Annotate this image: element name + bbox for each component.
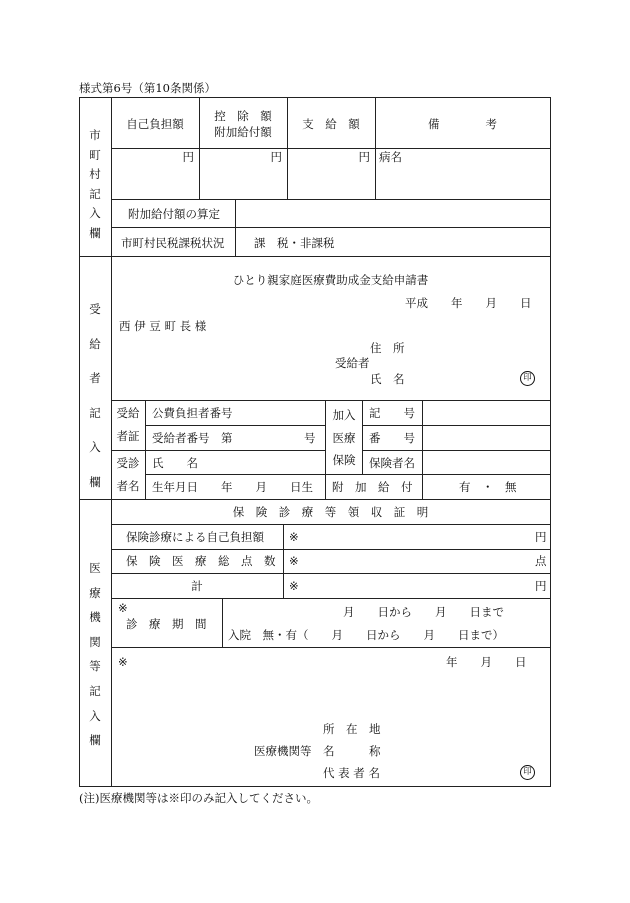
application-date: 平成 年 月 日 — [405, 296, 532, 310]
insurance-label-2: 医療 — [332, 431, 356, 445]
insurance-label-1: 加入 — [332, 408, 356, 422]
cert-label-1: 受給 — [116, 406, 140, 420]
self-pay-insurance-label: 保険診療による自己負担額 — [126, 530, 264, 544]
recipient-label: 受給者 — [335, 356, 370, 370]
hospitalization-line: 入院 無・有（ 月 日から 月 日まで） — [228, 628, 504, 642]
addressee: 西 伊 豆 町 長 様 — [119, 319, 207, 333]
supplement-benefit-options: 有 ・ 無 — [459, 480, 517, 494]
total-label: 計 — [191, 579, 203, 593]
mark-row2: ※ — [289, 554, 299, 568]
application-title: ひとり親家庭医療費助成金支給申請書 — [232, 273, 429, 287]
receipt-title: 保 険 診 療 等 領 収 証 明 — [232, 505, 429, 519]
col-deduction-header: 控 除 額 — [214, 109, 272, 123]
col-supplement-header: 附加給付額 — [214, 125, 272, 139]
seal-icon: 印 — [520, 765, 535, 780]
number-label: 番 号 — [369, 431, 415, 445]
patient-label-2: 者名 — [116, 479, 140, 493]
municipal-side-label: 市 町 村 記 入 欄 — [89, 128, 101, 240]
row3-yen: 円 — [535, 579, 547, 593]
payment-yen: 円 — [358, 150, 370, 164]
address-label: 住 所 — [370, 341, 405, 355]
insurer-name-label: 保険者名 — [369, 456, 415, 470]
mark-row1: ※ — [289, 530, 299, 544]
tax-status-label: 市町村民税課税状況 — [121, 236, 225, 250]
symbol-label: 記 号 — [369, 406, 415, 420]
insurance-label-3: 保険 — [332, 453, 356, 467]
col-self-pay-header: 自己負担額 — [126, 117, 184, 131]
cert-label-2: 者証 — [116, 429, 140, 443]
col-payment-header: 支 給 額 — [302, 117, 360, 131]
birthdate-label: 生年月日 年 月 日生 — [152, 480, 313, 494]
footer-note: (注)医療機関等は※印のみ記入してください。 — [79, 791, 318, 805]
patient-name-label: 氏 名 — [152, 456, 198, 470]
col-remarks-header: 備 考 — [428, 117, 497, 131]
mark-certification: ※ — [118, 655, 128, 669]
recipient-number-go: 号 — [304, 431, 316, 445]
name-label: 氏 名 — [370, 372, 405, 386]
form-number: 様式第6号（第10条関係） — [79, 81, 216, 95]
medical-side-label: 医 療 機 関 等 記 入 欄 — [89, 561, 101, 748]
mark-period: ※ — [118, 601, 128, 615]
row1-yen: 円 — [535, 530, 547, 544]
certification-date: 年 月 日 — [446, 655, 527, 669]
row2-points: 点 — [535, 554, 547, 568]
mark-row3: ※ — [289, 579, 299, 593]
deduction-yen: 円 — [270, 150, 282, 164]
seal-icon: 印 — [520, 371, 535, 386]
tax-status-options: 課 税・非課税 — [254, 236, 335, 250]
self-pay-yen: 円 — [182, 150, 194, 164]
recipient-side-label: 受 給 者 記 入 欄 — [89, 302, 101, 489]
institution-name-label: 医療機関等 名 称 — [254, 744, 381, 758]
supplement-calc-label: 附加給付額の算定 — [128, 207, 220, 221]
location-label: 所 在 地 — [323, 722, 381, 736]
public-payer-number-label: 公費負担者番号 — [152, 406, 233, 420]
treatment-period-line: 月 日から 月 日まで — [343, 605, 504, 619]
recipient-number-label: 受給者番号 第 — [152, 431, 233, 445]
disease-label: 病名 — [379, 150, 402, 164]
patient-label-1: 受診 — [116, 456, 140, 470]
supplement-benefit-label: 附 加 給 付 — [332, 480, 413, 494]
representative-label: 代 表 者 名 — [323, 766, 380, 780]
total-points-label: 保 険 医 療 総 点 数 — [126, 554, 276, 568]
treatment-period-label: 診 療 期 間 — [126, 617, 207, 631]
